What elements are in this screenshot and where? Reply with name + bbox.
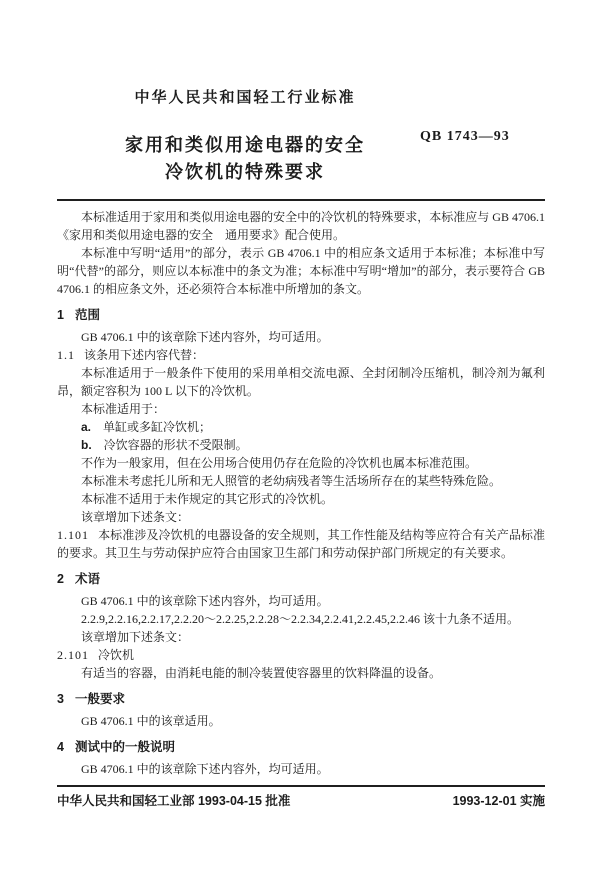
paragraph: 该章增加下述条文： [81, 510, 190, 524]
clause-number: 1.101 [57, 528, 89, 542]
clause-text: 该条用下述内容代替： [84, 348, 205, 362]
section-heading-scope [57, 306, 545, 324]
paragraph: 有适当的容器，由消耗电能的制冷装置使容器里的饮料降温的设备。 [81, 666, 442, 680]
clause-number: 2.101 [57, 648, 89, 662]
section-number: 2 [57, 572, 64, 586]
clause-number: 1.1 [57, 348, 75, 362]
paragraph: 本标准不适用于未作规定的其它形式的冷饮机。 [81, 492, 334, 506]
list-marker: b. [81, 438, 92, 452]
document-title [57, 132, 433, 186]
intro-paragraph: 本标准中写明“适用”的部分，表示 GB 4706.1 中的相应条文适用于本标准；本标准中写明“代替”的部分，则应以本标准中的条文为准；本标准中写明“增加”的部分，表示要符合 GB 4706.1 的相应条文外，还必须符合本标准中所增加的条文。 [57, 246, 545, 296]
paragraph: GB 4706.1 中的该章除下述内容外，均可适用。 [81, 762, 329, 776]
header-divider [57, 199, 545, 201]
paragraph: 2.2.9,2.2.16,2.2.17,2.2.20～2.2.25,2.2.28～2.2.34,2.2.41,2.2.45,2.2.46 该十九条不适用。 [81, 612, 520, 626]
paragraph: 本标准未考虑托儿所和无人照管的老幼病残者等生活场所存在的某些特殊危险。 [81, 474, 502, 488]
paragraph: 该章增加下述条文： [81, 630, 190, 644]
paragraph: 不作为一般家用，但在公用场合使用仍存在危险的冷饮机也属本标准范围。 [81, 456, 478, 470]
document-body [57, 208, 545, 778]
footer-divider [57, 785, 545, 787]
list-marker: a. [81, 420, 92, 434]
paragraph: GB 4706.1 中的该章适用。 [81, 714, 221, 728]
list-item-a [57, 418, 545, 436]
list-item-b [57, 436, 545, 454]
paragraph: GB 4706.1 中的该章除下述内容外，均可适用。 [81, 330, 329, 344]
paragraph: GB 4706.1 中的该章除下述内容外，均可适用。 [81, 594, 329, 608]
clause-2-101 [57, 646, 545, 664]
section-title: 一般要求 [74, 692, 125, 706]
list-text: 冷饮容器的形状不受限制。 [103, 438, 248, 452]
list-text: 单缸或多缸冷饮机； [103, 420, 212, 434]
clause-1-101 [57, 526, 545, 562]
document-header [57, 86, 433, 186]
document-title-line1: 家用和类似用途电器的安全 [125, 135, 365, 155]
document-title-line2: 冷饮机的特殊要求 [165, 162, 325, 182]
clause-text: 本标准涉及冷饮机的电器设备的安全规则，其工作性能及结构等应符合有关产品标准的要求。其卫生与劳动保护应符合由国家卫生部门和劳动保护部门所规定的有关要求。 [57, 528, 545, 560]
paragraph: 本标准适用于： [81, 402, 166, 416]
section-title: 术语 [74, 572, 100, 586]
approval-statement: 中华人民共和国轻工业部 1993-04-15 批准 [57, 794, 291, 808]
document-footer [57, 792, 545, 810]
section-title: 测试中的一般说明 [74, 740, 175, 754]
section-heading-general-requirements [57, 690, 545, 708]
page-content [57, 0, 545, 810]
clause-1-1 [57, 346, 545, 364]
standard-number: QB 1743—93 [420, 129, 510, 144]
clause-text: 冷饮机 [98, 648, 135, 662]
section-number: 1 [57, 308, 64, 322]
section-number: 3 [57, 692, 64, 706]
section-number: 4 [57, 740, 64, 754]
section-title: 范围 [74, 308, 100, 322]
issuing-org-line: 中华人民共和国轻工行业标准 [134, 89, 356, 106]
implementation-date: 1993-12-01 实施 [452, 794, 545, 808]
paragraph: 本标准适用于一般条件下使用的采用单相交流电源、全封闭制冷压缩机，制冷剂为氟利昂，额定容积为 100 L 以下的冷饮机。 [57, 366, 545, 398]
section-heading-test-notes [57, 738, 545, 756]
section-heading-terms [57, 570, 545, 588]
intro-paragraph: 本标准适用于家用和类似用途电器的安全中的冷饮机的特殊要求，本标准应与 GB 4706.1《家用和类似用途电器的安全 通用要求》配合使用。 [57, 210, 545, 242]
